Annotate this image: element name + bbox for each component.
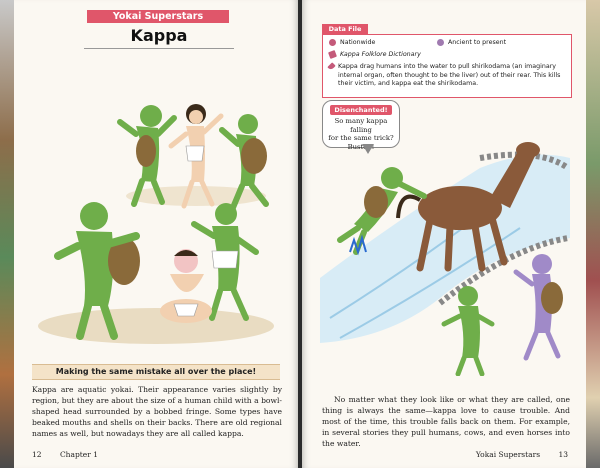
left-page (14, 0, 298, 468)
speech-line: Busted! (347, 142, 375, 151)
chapter-label: Chapter 1 (59, 450, 98, 459)
page-title: Kappa (130, 26, 188, 45)
adjacent-page-edge-left (0, 0, 14, 468)
origin-text: Nationwide (340, 39, 376, 46)
page-number: 12 (32, 450, 42, 459)
book-icon (328, 50, 337, 59)
data-file-note (329, 63, 561, 89)
speech-tag: Disenchanted! (330, 105, 392, 115)
crying-child-figure (160, 249, 212, 323)
data-file-label: Data File (322, 24, 368, 34)
body-paragraph: Kappa are aquatic yokai. Their appearance varies slightly by region, but they are about the size of a human child with a bowl-shaped head surrounded by a bobbed fringe. Some types have beaked mouths and shells on their backs. There are old regional names as well, but nowadays they are all called kappa. (32, 385, 282, 438)
clock-icon (437, 39, 444, 46)
note-text: Kappa drag humans into the water to pull shirikodama (an imaginary internal organ, often thought to be the liver) out of their rear. This kills their victim, and kappa eat the shirikodama. (338, 63, 561, 87)
page-footer (476, 450, 568, 459)
kappa-figure (444, 286, 492, 374)
source-text: Kappa Folklore Dictionary (340, 51, 421, 58)
page-footer (32, 450, 98, 459)
location-pin-icon (329, 39, 336, 46)
period-text: Ancient to present (448, 39, 507, 46)
speech-line: for the same trick? (328, 134, 394, 142)
illustration-caption: Making the same mistake all over the place! (32, 364, 280, 380)
pencil-icon (327, 62, 335, 70)
series-banner: Yokai Superstars (87, 10, 229, 23)
kappa-figure (194, 203, 256, 318)
kappa-horse-illustration (320, 128, 570, 376)
data-file-source (329, 51, 421, 58)
running-title: Yokai Superstars (475, 450, 541, 459)
speech-line: So many kappa falling (334, 117, 388, 134)
kappa-dance-illustration (36, 86, 276, 348)
body-paragraph: No matter what they look like or what they are called, one thing is always the same—kappa love to cause trouble. And most of the time, this trouble falls back on them. For example, in several stories they pull humans, cows, and even horses into the water. (322, 395, 570, 448)
right-page (302, 0, 586, 468)
title-divider (84, 48, 234, 49)
data-file-period (437, 39, 506, 46)
adjacent-page-edge-right (586, 0, 600, 468)
page-number: 13 (558, 450, 568, 459)
data-file-origin (329, 39, 375, 46)
data-file-box (322, 34, 572, 98)
kappa-figure (516, 254, 563, 358)
